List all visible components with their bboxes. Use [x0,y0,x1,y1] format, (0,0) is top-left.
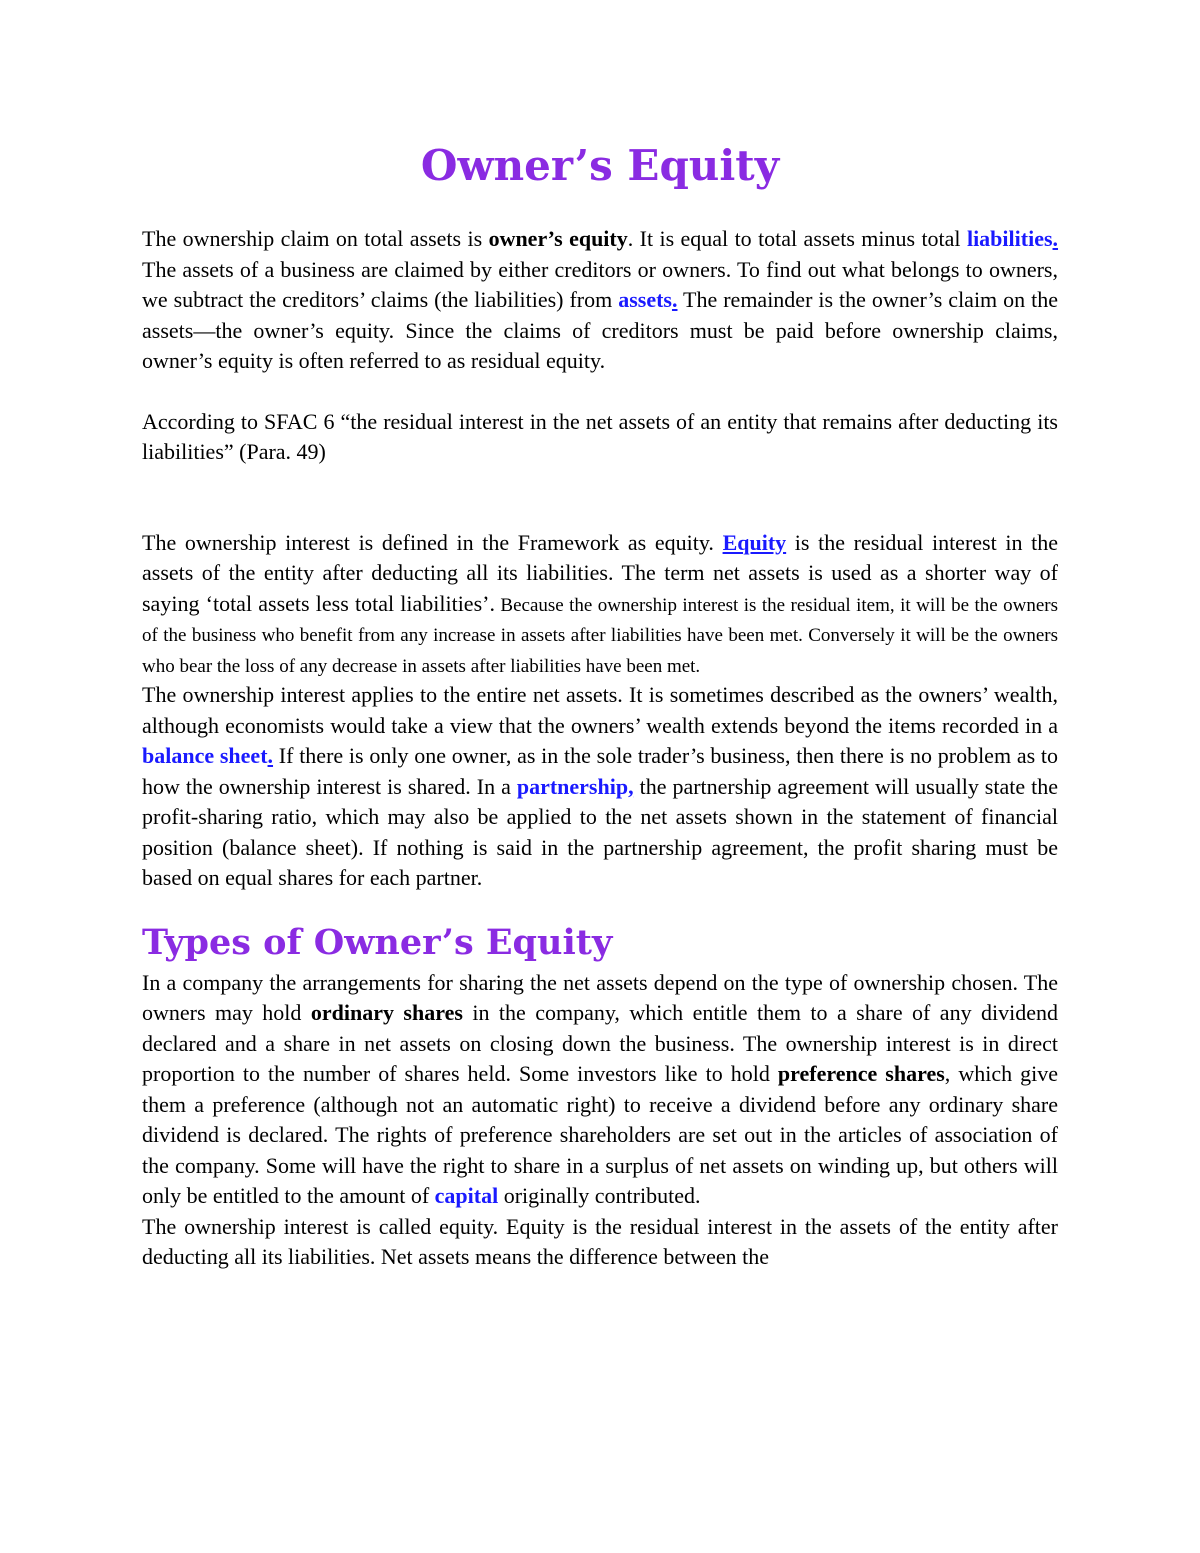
text: originally contributed. [498,1183,701,1208]
text: The ownership interest applies to the entire net assets. It is sometimes described as the owners’ wealth, although economists would take a view that the owners’ wealth extends beyond the items recorded in a [142,682,1058,738]
text: , which give them a preference (although not an automatic right) to receive a dividend before any ordinary share dividend is declared. The rights of preference shareholders are set out in the articles of association of the company. Some will have the right to share in a surplus of net assets on winding up, but others will only be entitled to the amount of [142,1061,1058,1208]
term-preference-shares: preference shares [777,1061,945,1086]
paragraph-net-assets [142,680,1058,894]
section-heading-types: Types of Owner’s Equity [142,921,613,963]
page-title: Owner’s Equity [420,141,780,190]
paragraph-definition [142,224,1058,377]
link-equity[interactable]: Equity [722,529,787,555]
text: the partnership agreement will usually state the profit-sharing ratio, which may also be applied to the net assets shown in the statement of financial position (balance sheet). If nothing is said in the partnership agreement, the profit sharing must be based on equal shares for each partner. [142,773,1059,890]
document-page [142,136,1058,1273]
paragraph-sfac6: According to SFAC 6 “the residual interest in the net assets of an entity that remains after deducting its liabilities” (Para. 49) [142,408,1058,464]
link-liabilities[interactable]: liabilities [966,226,1053,251]
text: The ownership claim on total assets is [142,226,489,251]
paragraph-framework [142,528,1058,681]
text: In a company the arrangements for sharing the net assets depend on the type of ownership chosen. The owners may hold [142,969,1058,1025]
text: The remainder is the owner’s claim on the assets—the owner’s equity. Since the claims of creditors must be paid before ownership claims, owner’s equity is often referred to as residual equity. [142,287,1058,373]
text: The ownership interest is defined in the Framework as equity. [142,529,723,555]
term-ordinary-shares: ordinary shares [310,1000,463,1025]
paragraph-equity-net-assets: The ownership interest is called equity. Equity is the residual interest in the assets of the entity after deducting all its liabilities. Net assets means the difference between the [142,1213,1058,1269]
link-assets-period[interactable]: . [671,287,678,312]
text: The assets of a business are claimed by either creditors or owners. To find out what belongs to owners, we subtract the creditors’ claims (the liabilities) from [142,256,1058,312]
link-assets[interactable]: assets [618,287,672,312]
link-balance-sheet-period[interactable]: . [267,743,274,768]
link-partnership-comma[interactable]: , [628,773,634,799]
paragraph-company-shares [142,968,1058,1212]
text: in the company, which entitle them to a share of any dividend declared and a share in net assets on closing down the business. The ownership interest is in direct proportion to the number of shares held. Some investors like to hold [142,1000,1058,1086]
link-partnership[interactable]: partnership [516,773,629,799]
text: . It is equal to total assets minus total [627,226,967,251]
text: is the residual interest in the assets of the entity after deducting all its liabilities. The term net assets is used as a shorter way of saying ‘total assets less total liabilities’. [142,529,1058,616]
link-balance-sheet[interactable]: balance sheet [142,743,268,768]
link-capital[interactable]: capital [434,1183,499,1208]
term-owners-equity: owner’s equity [488,226,628,251]
text: If there is only one owner, as in the sole trader’s business, then there is no problem as to how the ownership interest is shared. In a [142,743,1059,799]
text-small: Because the ownership interest is the residual item, it will be the owners of the business who benefit from any increase in assets after liabilities have been met. Conversely it will be the owners who bear the loss of any decrease in assets after liabilities have been met. [142,594,1058,677]
link-liabilities-period[interactable]: . [1052,226,1059,251]
